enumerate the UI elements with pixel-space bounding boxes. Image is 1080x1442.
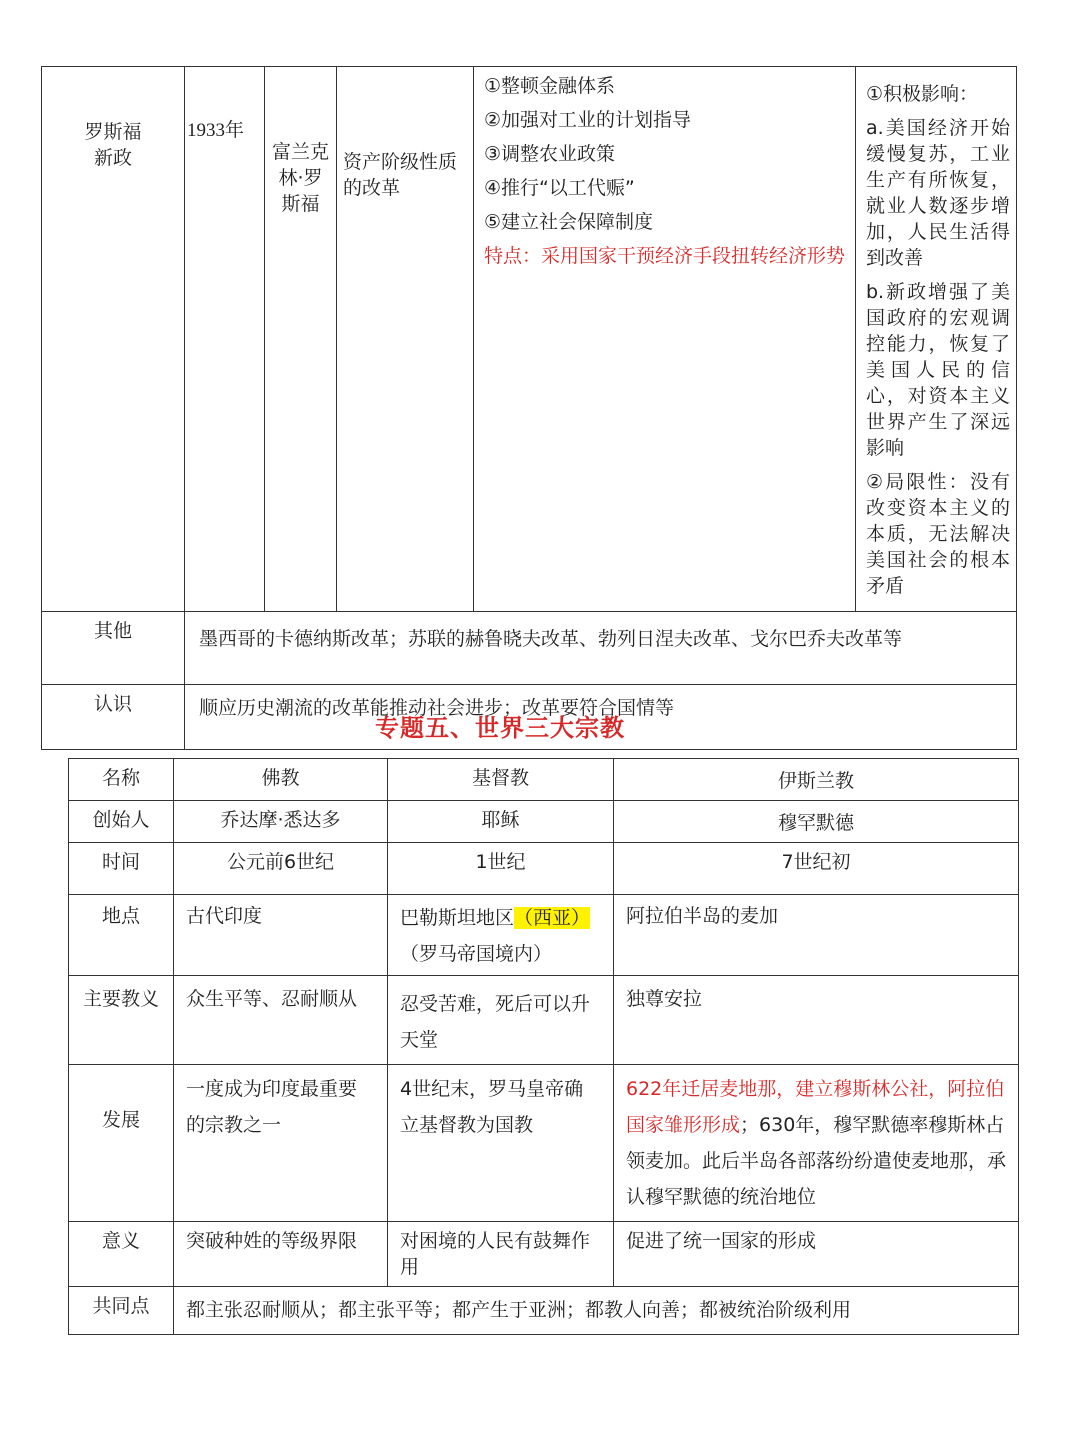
measure-item: ①整顿金融体系 bbox=[484, 75, 616, 97]
doctrine-christianity: 忍受苦难，死后可以升天堂 bbox=[388, 976, 614, 1065]
effect-item: ①积极影响： bbox=[866, 83, 979, 105]
common-content: 都主张忍耐顺从；都主张平等；都产生于亚洲；都教人向善；都被统治阶级利用 bbox=[174, 1287, 1019, 1335]
place-buddhism: 古代印度 bbox=[174, 895, 388, 976]
section-title: 专题五、世界三大宗教 bbox=[375, 714, 625, 742]
founder-row bbox=[69, 801, 1019, 843]
place-christianity: 巴勒斯坦地区 bbox=[400, 907, 515, 929]
time-christianity: 1世纪 bbox=[388, 843, 614, 895]
header-buddhism: 佛教 bbox=[174, 759, 388, 801]
common-row bbox=[69, 1287, 1019, 1335]
reform-measures-cell bbox=[474, 67, 856, 612]
roosevelt-row bbox=[42, 67, 1017, 612]
founder-buddhism: 乔达摩·悉达多 bbox=[174, 801, 388, 843]
time-buddhism: 公元前6世纪 bbox=[174, 843, 388, 895]
reform-person-cell bbox=[265, 67, 337, 612]
time-islam: 7世纪初 bbox=[614, 843, 1019, 895]
header-row bbox=[69, 759, 1019, 801]
significance-label: 意义 bbox=[69, 1222, 174, 1287]
doctrine-row bbox=[69, 976, 1019, 1065]
place-row bbox=[69, 895, 1019, 976]
reform-table bbox=[41, 66, 1017, 750]
place-islam: 阿拉伯半岛的麦加 bbox=[614, 895, 1019, 976]
founder-label: 创始人 bbox=[69, 801, 174, 843]
significance-buddhism: 突破种姓的等级界限 bbox=[174, 1222, 388, 1287]
common-label: 共同点 bbox=[69, 1287, 174, 1335]
measure-item: ③调整农业政策 bbox=[484, 143, 616, 165]
place-christianity-cell bbox=[388, 895, 614, 976]
effect-item: a.美国经济开始缓慢复苏，工业生产有所恢复，就业人数逐步增加，人民生活得到改善 bbox=[866, 117, 1010, 269]
other-label: 其他 bbox=[42, 612, 185, 685]
development-christianity: 4世纪末，罗马皇帝确立基督教为国教 bbox=[388, 1065, 614, 1222]
development-islam-cell bbox=[614, 1065, 1019, 1222]
development-row bbox=[69, 1065, 1019, 1222]
effect-item: b.新政增强了美国政府的宏观调控能力，恢复了美国人民的信心，对资本主义世界产生了深远影响 bbox=[866, 281, 1010, 459]
reform-effects-cell bbox=[856, 67, 1017, 612]
development-islam: ；630年，穆罕默德率穆斯林占领麦加。此后半岛各部落纷纷遣使麦地那，承认穆罕默德的统治地位 bbox=[626, 1114, 1007, 1208]
reform-nature-cell bbox=[337, 67, 474, 612]
doctrine-islam: 独尊安拉 bbox=[614, 976, 1019, 1065]
reform-feature: 特点：采用国家干预经济手段扭转经济形势 bbox=[484, 245, 846, 267]
reform-year: 1933年 bbox=[187, 120, 245, 141]
founder-islam: 穆罕默德 bbox=[614, 801, 1019, 843]
religion-table bbox=[68, 758, 1019, 1335]
significance-christianity: 对困境的人民有鼓舞作用 bbox=[388, 1222, 614, 1287]
measure-item: ⑤建立社会保障制度 bbox=[484, 211, 654, 233]
development-islam-highlight: 622年迁居麦地那，建立穆斯林公社，阿拉伯国家雏形形成 bbox=[626, 1078, 1005, 1136]
place-christianity-note: （罗马帝国境内） bbox=[400, 943, 553, 965]
other-row bbox=[42, 612, 1017, 685]
reform-name: 罗斯福新政 bbox=[84, 121, 142, 169]
reform-person: 富兰克林·罗斯福 bbox=[271, 141, 329, 215]
doctrine-buddhism: 众生平等、忍耐顺从 bbox=[174, 976, 388, 1065]
header-islam: 伊斯兰教 bbox=[614, 759, 1019, 801]
header-christianity: 基督教 bbox=[388, 759, 614, 801]
doctrine-label: 主要教义 bbox=[69, 976, 174, 1065]
insight-label: 认识 bbox=[42, 685, 185, 750]
effect-item: ②局限性：没有改变资本主义的本质，无法解决美国社会的根本矛盾 bbox=[866, 471, 1010, 597]
measure-item: ②加强对工业的计划指导 bbox=[484, 109, 692, 131]
insight-content: 顺应历史潮流的改革能推动社会进步；改革要符合国情等 bbox=[185, 685, 1017, 750]
reform-year-cell bbox=[185, 67, 265, 612]
place-christianity-highlight: （西亚） bbox=[514, 907, 591, 929]
time-row bbox=[69, 843, 1019, 895]
founder-christianity: 耶稣 bbox=[388, 801, 614, 843]
reform-name-cell bbox=[42, 67, 185, 612]
significance-islam: 促进了统一国家的形成 bbox=[614, 1222, 1019, 1287]
significance-row bbox=[69, 1222, 1019, 1287]
other-content: 墨西哥的卡德纳斯改革；苏联的赫鲁晓夫改革、勃列日涅夫改革、戈尔巴乔夫改革等 bbox=[185, 612, 1017, 685]
place-label: 地点 bbox=[69, 895, 174, 976]
measure-item: ④推行“以工代赈” bbox=[484, 177, 635, 199]
reform-nature: 资产阶级性质的改革 bbox=[343, 151, 458, 199]
header-label: 名称 bbox=[69, 759, 174, 801]
time-label: 时间 bbox=[69, 843, 174, 895]
development-label: 发展 bbox=[69, 1065, 174, 1222]
development-buddhism: 一度成为印度最重要的宗教之一 bbox=[174, 1065, 388, 1222]
